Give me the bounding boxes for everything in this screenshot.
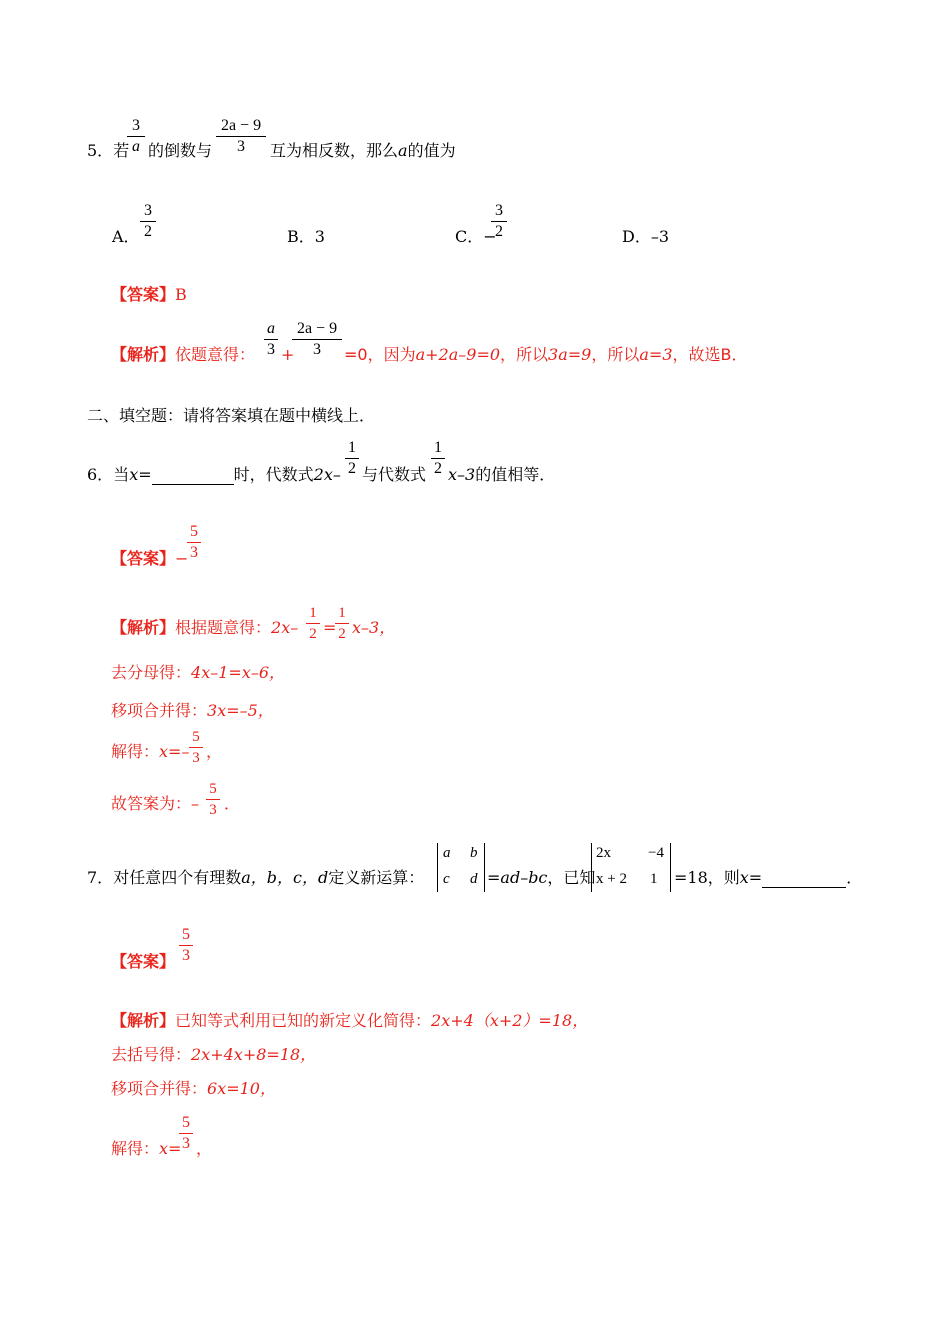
q6-analysis-fraction-2: 1 2	[335, 604, 349, 643]
q5-analysis-fraction-2: 2a − 9 3	[292, 320, 342, 359]
q6-fraction-2: 1 2	[431, 439, 445, 478]
q7-number: 7．	[87, 868, 114, 887]
q5-number: 5．	[87, 141, 114, 160]
q5-answer-value: B	[175, 285, 187, 304]
q5-option-a-fraction: 3 2	[140, 202, 156, 241]
q6-step-4-pre: –	[191, 794, 200, 813]
q5-text-1: 若	[113, 141, 130, 160]
q5-analysis-fraction-1: a 3	[264, 320, 278, 359]
q7-analysis-eq: 2x+4（x+2）=18，	[431, 1011, 589, 1030]
q7-var: x=	[739, 868, 763, 887]
q5-option-b-value: 3	[314, 227, 325, 246]
q7-blank[interactable]	[762, 871, 846, 888]
q7-analysis-label: 【解析】	[111, 1011, 176, 1030]
q6-blank[interactable]	[152, 468, 234, 485]
q6-step-2-label: 移项合并得：	[111, 701, 208, 720]
q5-analysis-text-3: ，所以	[500, 345, 549, 364]
q6-step-4-label: 故答案为：	[111, 794, 192, 813]
q7-analysis-text-1: 已知等式利用已知的新定义化简得：	[175, 1011, 432, 1030]
q7-step-3-pre: x=	[159, 1139, 182, 1158]
q7-vars: a，b，c，d	[241, 868, 329, 887]
q7-step-2-label: 移项合并得：	[111, 1079, 208, 1098]
q5-analysis-plus: +	[281, 345, 295, 364]
q7-determinant-2: 2x −4 x + 2 1	[591, 843, 671, 892]
q5-analysis-eq-3: a=3	[639, 345, 673, 364]
q5-answer-label: 【答案】	[111, 285, 176, 304]
q7-text-5: =18，则	[674, 868, 740, 887]
q6-number: 6．	[87, 465, 114, 484]
q6-step-3-post: ，	[206, 742, 223, 761]
q6-analysis-text-1: 根据题意得：	[175, 618, 272, 637]
q6-step-1: 4x–1=x–6，	[191, 663, 286, 682]
q6-step-1-label: 去分母得：	[111, 663, 192, 682]
q7-text-4: ，已知	[547, 868, 596, 887]
q6-step-2: 3x=–5，	[207, 701, 274, 720]
section-2-title: 二、填空题：请将答案填在题中横线上．	[87, 406, 376, 425]
q5-option-c-fraction: 3 2	[491, 202, 507, 241]
q6-analysis-eq: =	[323, 618, 337, 637]
q6-expr-2: x–3	[448, 465, 476, 484]
q5-analysis-text-4: ，所以	[591, 345, 640, 364]
q5-option-c-label: C．	[455, 227, 484, 246]
q5-text-3: 互为相反数，那么	[270, 141, 399, 160]
q6-answer-label: 【答案】	[111, 549, 176, 568]
q7-answer-fraction: 5 3	[179, 926, 193, 965]
q5-analysis-eq-2: 3a=9	[548, 345, 592, 364]
q5-analysis-eq-1: a+2a–9=0	[415, 345, 501, 364]
q7-text-3: =ad–bc	[487, 868, 548, 887]
q5-option-c-sign: −	[483, 227, 497, 246]
q7-step-1-label: 去括号得：	[111, 1045, 192, 1064]
q7-step-2: 6x=10，	[207, 1079, 276, 1098]
q5-analysis-text-2: =0，因为	[344, 345, 416, 364]
q6-analysis-expr-1: 2x–	[271, 618, 299, 637]
q7-step-3-post: ，	[196, 1139, 213, 1158]
q5-text-2: 的倒数与	[148, 141, 213, 160]
q7-step-3-fraction: 5 3	[179, 1114, 193, 1153]
q5-analysis-label: 【解析】	[111, 345, 176, 364]
q6-answer-fraction: 5 3	[187, 523, 201, 562]
q6-analysis-expr-2: x–3，	[352, 618, 396, 637]
q5-option-a-label: A．	[112, 227, 140, 246]
q7-step-1: 2x+4x+8=18，	[191, 1045, 317, 1064]
q5-text-4: 的值为	[407, 141, 456, 160]
q6-answer-sign: −	[175, 549, 189, 568]
q7-answer-label: 【答案】	[111, 952, 176, 971]
q6-step-4-fraction: 5 3	[206, 780, 220, 819]
q5-analysis-text-5: ，故选B．	[672, 345, 748, 364]
q6-step-3-fraction: 5 3	[189, 728, 203, 767]
q5-fraction-1: 3 a	[127, 117, 145, 156]
q6-step-3-label: 解得：	[111, 742, 160, 761]
q7-text-2: 定义新运算：	[328, 868, 425, 887]
q6-analysis-fraction-1: 1 2	[306, 604, 320, 643]
q7-text-6: ．	[846, 868, 863, 887]
q5-option-d-label: D．	[622, 227, 651, 246]
q6-fraction-1: 1 2	[345, 439, 359, 478]
q7-step-3-label: 解得：	[111, 1139, 160, 1158]
q6-var: x=	[129, 465, 152, 484]
q7-text-1: 对任意四个有理数	[113, 868, 242, 887]
q5-option-b-label: B．	[287, 227, 315, 246]
q6-expr-1: 2x–	[313, 465, 341, 484]
q5-analysis-text-1: 依题意得：	[175, 345, 256, 364]
q6-text-2: 时，代数式	[233, 465, 314, 484]
q6-analysis-label: 【解析】	[111, 618, 176, 637]
q5-fraction-2: 2a − 9 3	[216, 117, 266, 156]
q7-determinant-1: a b c d	[437, 843, 485, 892]
q6-text-3: 与代数式	[362, 465, 427, 484]
q6-step-3-pre: x=–	[159, 742, 190, 761]
q6-text-1: 当	[113, 465, 130, 484]
q6-step-4-post: ．	[224, 794, 241, 813]
q5-option-d-value: –3	[650, 227, 670, 246]
q5-var: a	[398, 141, 408, 160]
q6-text-4: 的值相等．	[475, 465, 556, 484]
